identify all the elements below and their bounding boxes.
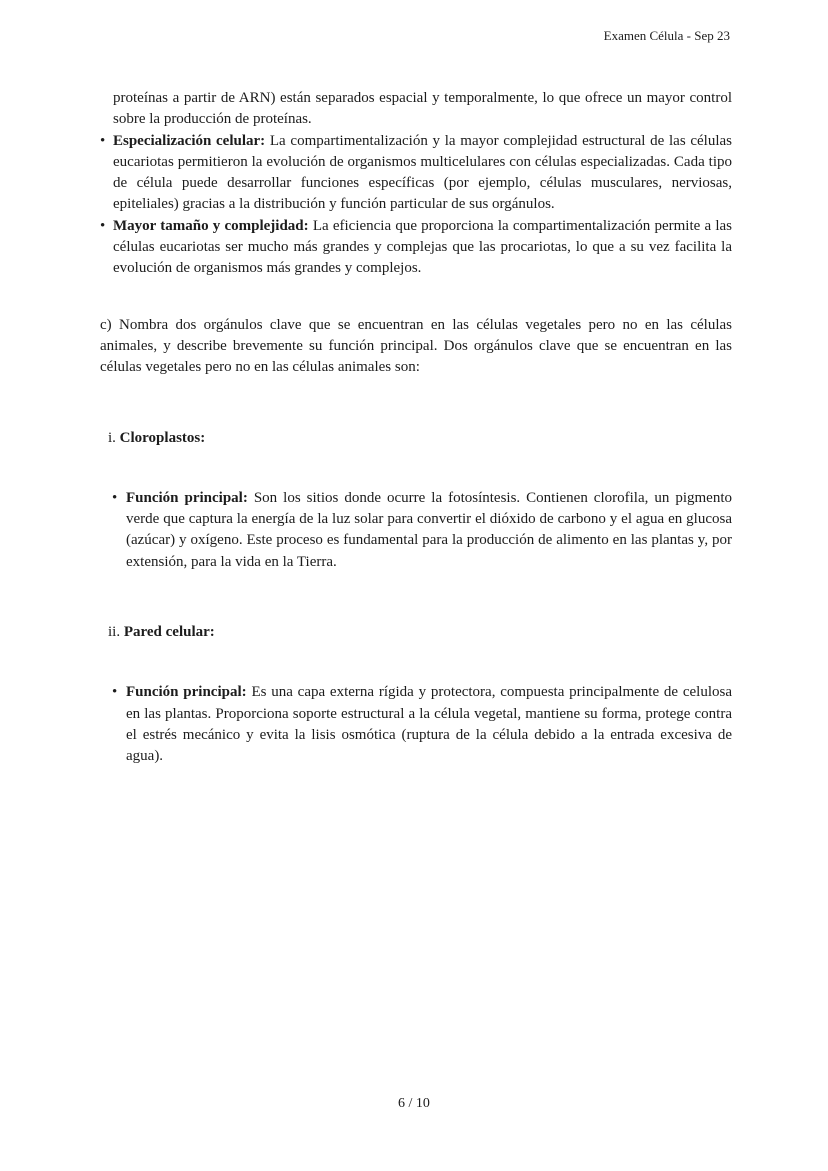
list-item-text: Son los sitios donde ocurre la fotosíntesis. Contienen clorofila, un pigmento verde que captura la energía de la luz solar para convertir el dióxido de carbono y el agua en glucosa (azúcar) y oxígeno. Este proceso es fundamental para la producción de alimento en las plantas y, por extensión, para la vida en la Tierra. — [126, 489, 732, 570]
bullet-icon: • — [100, 132, 106, 149]
list-item-funcion-pared — [112, 682, 732, 767]
bullet-icon: • — [100, 217, 106, 234]
page-footer — [0, 1096, 828, 1112]
list-item-text: La compartimentalización y la mayor complejidad estructural de las células eucariotas permitieron la evolución de organismos multicelulares con células especializadas. Cada tipo de célula puede desarrollar funciones específicas (por ejemplo, células musculares, nerviosas, epiteliales) gracias a la distribución y función particular de sus orgánulos. — [113, 132, 732, 213]
list-item-content — [126, 488, 732, 573]
bullet-icon: • — [112, 684, 118, 701]
list-item-label: Mayor tamaño y complejidad: — [113, 217, 309, 234]
list-item-content — [126, 682, 732, 767]
header-title: Examen Célula - Sep 23 — [603, 28, 730, 43]
document-body — [100, 88, 732, 768]
document-header — [604, 28, 730, 44]
paragraph-section-c: c) Nombra dos orgánulos clave que se encuentran en las células vegetales pero no en las células animales, y describe brevemente su función principal. Dos orgánulos clave que se encuentran en las células vegetales pero no en las células animales son: — [100, 316, 732, 376]
heading-numeral: i. — [108, 429, 116, 446]
paragraph-continuation: proteínas a partir de ARN) están separados espacial y temporalmente, lo que ofrece un mayor control sobre la producción de proteínas. — [113, 90, 732, 128]
bullet-icon: • — [112, 489, 118, 506]
list-item-text: Es una capa externa rígida y protectora, compuesta principalmente de celulosa en las plantas. Proporciona soporte estructural a la célula vegetal, mantiene su forma, protege contra el estrés mecánico y evita la lisis osmótica (ruptura de la célula debido a la entrada excesiva de agua). — [126, 684, 733, 765]
list-item-especializacion — [100, 131, 732, 216]
list-item-text: La eficiencia que proporciona la compartimentalización permite a las células eucariotas ser mucho más grandes y complejas que las procariotas, lo que a su vez facilita la evolución de organismos más grandes y complejos. — [113, 217, 733, 277]
heading-title: Cloroplastos: — [119, 429, 206, 446]
list-item-funcion-cloroplastos — [112, 488, 732, 573]
page-number: 6 / 10 — [398, 1096, 430, 1111]
heading-cloroplastos — [108, 428, 732, 449]
list-item-content — [113, 216, 732, 280]
heading-title: Pared celular: — [123, 624, 215, 641]
heading-pared-celular — [108, 622, 732, 643]
list-item-label: Función principal: — [126, 489, 248, 506]
bullet-list-cloroplastos — [100, 488, 732, 573]
heading-numeral: ii. — [108, 624, 121, 641]
bullet-list-top — [100, 131, 732, 280]
bullet-list-pared-celular — [100, 682, 732, 767]
list-item-mayor-tamano — [100, 216, 732, 280]
list-item-content — [113, 131, 732, 216]
list-item-label: Especialización celular: — [113, 132, 266, 149]
list-item-label: Función principal: — [126, 684, 247, 701]
